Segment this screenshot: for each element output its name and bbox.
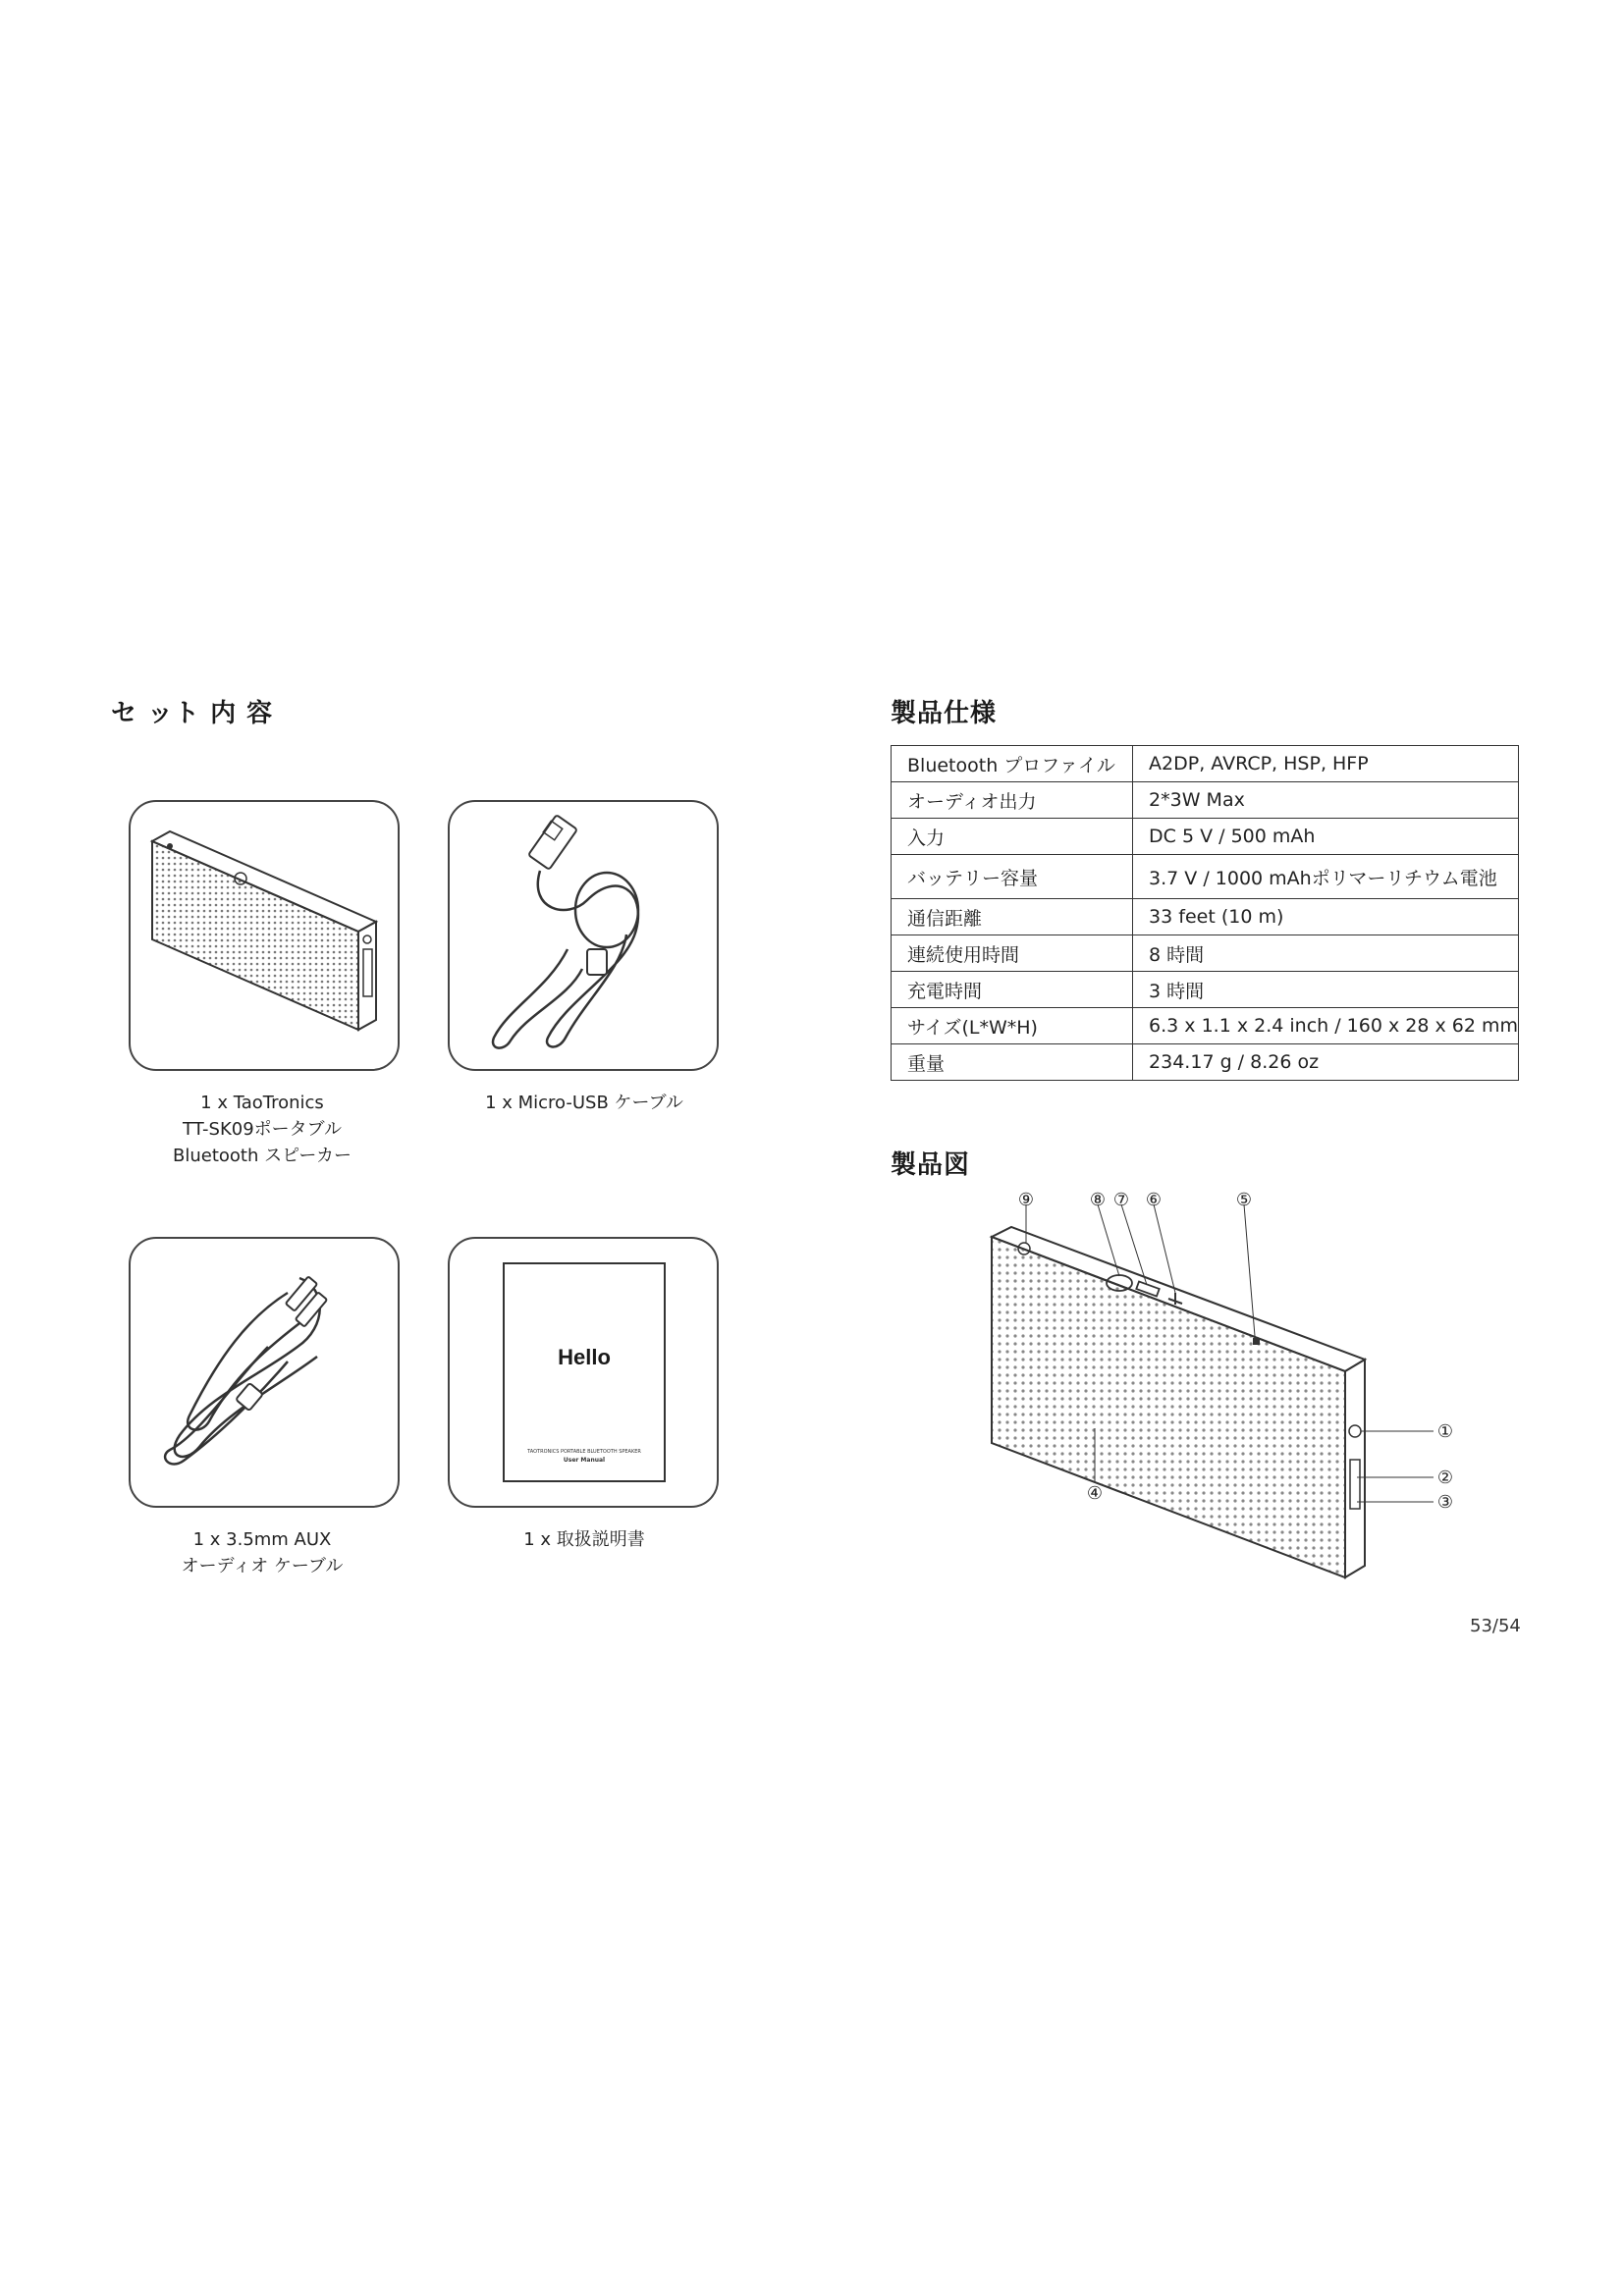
caption-manual: [437, 1526, 731, 1553]
spec-value: DC 5 V / 500 mAh: [1133, 819, 1519, 855]
callout-8: ⑧: [1089, 1190, 1107, 1210]
caption-line: オーディオ ケーブル: [181, 1556, 344, 1576]
caption-aux-cable: [115, 1526, 409, 1579]
spec-value: 6.3 x 1.1 x 2.4 inch / 160 x 28 x 62 mm: [1133, 1008, 1519, 1044]
contents-title: セ ット 内 容: [111, 699, 274, 728]
table-row: [892, 855, 1519, 899]
table-row: [892, 1008, 1519, 1044]
table-row: [892, 899, 1519, 935]
table-row: [892, 972, 1519, 1008]
caption-speaker: [115, 1090, 409, 1169]
callout-3: ③: [1436, 1492, 1454, 1513]
led-indicator: [1253, 1338, 1260, 1345]
manual-cover-footer: User Manual: [563, 1457, 606, 1464]
spec-label: 重量: [892, 1044, 1133, 1081]
caption-line: 1 x TaoTronics: [200, 1093, 324, 1113]
usb-cable-card: [448, 800, 719, 1071]
spec-label: サイズ(L*W*H): [892, 1008, 1133, 1044]
table-row: [892, 1044, 1519, 1081]
specs-title: 製品仕様: [891, 699, 998, 728]
callout-7: ⑦: [1112, 1190, 1130, 1210]
spec-label: 連続使用時間: [892, 935, 1133, 972]
spec-label: 通信距離: [892, 899, 1133, 935]
spec-label: 入力: [892, 819, 1133, 855]
spec-label: オーディオ出力: [892, 782, 1133, 819]
caption-line: 1 x 取扱説明書: [523, 1529, 645, 1550]
spec-label: バッテリー容量: [892, 855, 1133, 899]
page-number: 53/54: [1470, 1616, 1521, 1636]
spec-label: 充電時間: [892, 972, 1133, 1008]
manual-cover-subtitle: TAOTRONICS PORTABLE BLUETOOTH SPEAKER: [527, 1449, 641, 1455]
spec-value: 3.7 V / 1000 mAhポリマーリチウム電池: [1133, 855, 1519, 899]
callout-5: ⑤: [1235, 1190, 1253, 1210]
manual-card: [448, 1237, 719, 1508]
spec-value: A2DP, AVRCP, HSP, HFP: [1133, 746, 1519, 782]
aux-cable-card: [129, 1237, 400, 1508]
table-row: [892, 746, 1519, 782]
usb-cable-illustration: [450, 802, 717, 1069]
spec-label: Bluetooth プロファイル: [892, 746, 1133, 782]
callout-6: ⑥: [1145, 1190, 1163, 1210]
caption-line: 1 x Micro-USB ケーブル: [485, 1093, 683, 1113]
spec-value: 3 時間: [1133, 972, 1519, 1008]
caption-line: 1 x 3.5mm AUX: [192, 1529, 332, 1550]
manual-cover-title: Hello: [558, 1345, 611, 1369]
table-row: [892, 782, 1519, 819]
callout-2: ②: [1436, 1468, 1454, 1488]
spec-value: 8 時間: [1133, 935, 1519, 972]
speaker-card: [129, 800, 400, 1071]
spec-value: 33 feet (10 m): [1133, 899, 1519, 935]
spec-value: 234.17 g / 8.26 oz: [1133, 1044, 1519, 1081]
speaker-illustration: [131, 802, 398, 1069]
speaker-side-panel: [1345, 1360, 1365, 1577]
spec-table: [891, 745, 1519, 1081]
table-row: [892, 935, 1519, 972]
product-diagram: [972, 1183, 1522, 1595]
caption-line: TT-SK09ポータブル: [183, 1119, 342, 1140]
callout-1: ①: [1436, 1421, 1454, 1442]
caption-line: Bluetooth スピーカー: [172, 1146, 352, 1166]
table-row: [892, 819, 1519, 855]
caption-usb-cable: [437, 1090, 731, 1116]
manual-cover: [503, 1262, 666, 1482]
callout-9: ⑨: [1017, 1190, 1035, 1210]
diagram-title: 製品図: [891, 1150, 971, 1180]
spec-value: 2*3W Max: [1133, 782, 1519, 819]
callout-4: ④: [1086, 1483, 1104, 1504]
aux-cable-illustration: [131, 1239, 398, 1506]
